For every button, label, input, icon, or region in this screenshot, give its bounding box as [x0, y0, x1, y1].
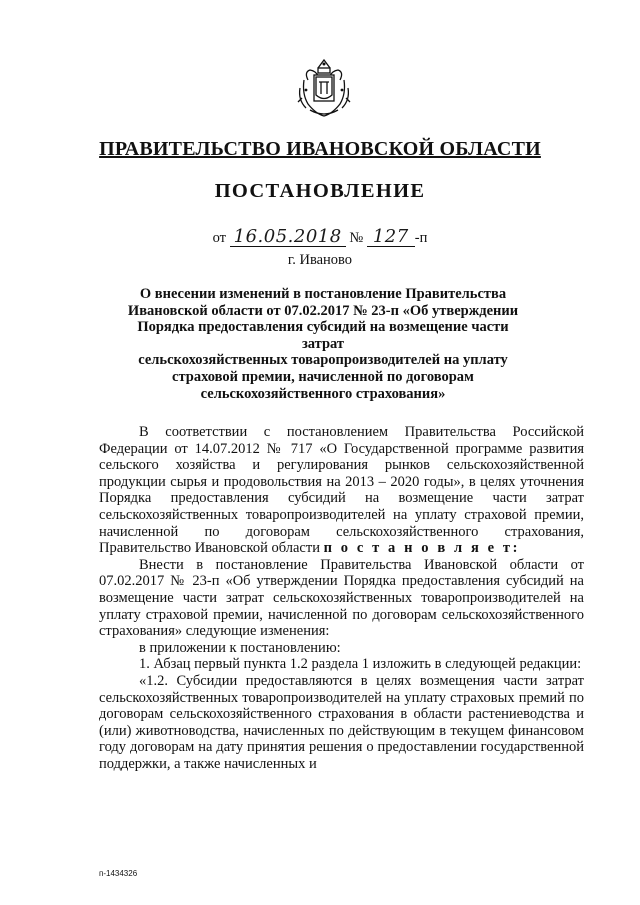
document-body: [99, 424, 584, 772]
coat-of-arms-icon: [296, 58, 352, 118]
city-line: г. Иваново: [287, 252, 353, 268]
heading-line: сельскохозяйственных товаропроизводителей на уплату: [138, 352, 508, 369]
paragraph-appendix: в приложении к постановлению:: [139, 639, 341, 656]
date-number-line: [0, 228, 640, 247]
paragraph-preamble: [99, 424, 584, 557]
number-suffix: -п: [414, 230, 428, 246]
heading-line: страховой премии, начисленной по договорам: [172, 368, 474, 385]
org-title: ПРАВИТЕЛЬСТВО ИВАНОВСКОЙ ОБЛАСТИ: [99, 138, 541, 160]
paragraph-amendment: Внести в постановление Правительства Ивановской области от 07.02.2017 № 23-п «Об утверждении Порядка предоставления субсидий на возмещение части затрат сельскохозяйственных товаропроизводителей на уплату страховой премии, начисленной по договорам сельскохозяйственного страхования» следующие изменения:: [99, 556, 584, 640]
resolves-emphasis: п о с т а н о в л я е т:: [323, 540, 521, 557]
document-code: п-1434326: [99, 869, 138, 878]
handwritten-number: 127: [367, 228, 415, 247]
preamble-text: В соответствии с постановлением Правительства Российской Федерации от 14.07.2012 № 717 «О Государственной программе развития сельского хозяйства и регулирования рынков сельскохозяйственной продукции сырья и продовольствия на 2013 – 2020 годы», в целях уточнения Порядка предоставления субсидий на возмещение части затрат сельскохозяйственных товаропроизводителей на уплату страховой премии, начисленной по договорам сельскохозяйственного страхования, Правительство Ивановской области: [99, 424, 584, 557]
paragraph-item-1: 1. Абзац первый пункта 1.2 раздела 1 изложить в следующей редакции:: [139, 656, 582, 673]
paragraph-quote: «1.2. Субсидии предоставляются в целях возмещения части затрат сельскохозяйственных товаропроизводителей на уплату страховых премий по договорам сельскохозяйственного страхования в области растениеводства и (или) животноводства, начисленных по действующим в текущем финансовом году договорам на дату принятия решения о предоставлении государственной поддержки, а также начисленных и: [99, 672, 584, 772]
heading-line: О внесении изменений в постановление Правительства: [139, 286, 507, 302]
date-prefix: от: [212, 230, 227, 246]
heading-line: Порядка предоставления субсидий на возмещение части затрат: [137, 319, 509, 352]
handwritten-date: 16.05.2018: [230, 228, 346, 247]
number-sign: №: [349, 230, 364, 246]
heading-line: сельскохозяйственного страхования»: [200, 385, 446, 402]
document-heading: [118, 286, 528, 402]
heading-line: Ивановской области от 07.02.2017 № 23-п «Об утверждении: [127, 302, 519, 319]
document-type: ПОСТАНОВЛЕНИЕ: [214, 180, 426, 202]
